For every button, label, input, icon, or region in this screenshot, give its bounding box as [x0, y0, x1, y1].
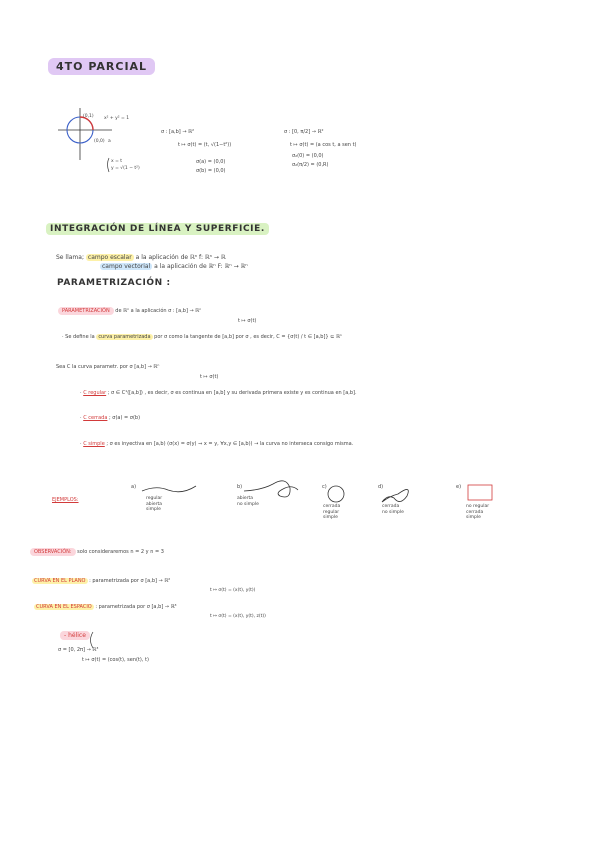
- circle-equation: x² + y² = 1: [104, 116, 130, 121]
- cerrada-rest: ; σ(a) = σ(b): [109, 415, 141, 421]
- sea-c-map: t ↦ σ(t): [200, 374, 219, 380]
- intro-prefix: Se llama;: [56, 254, 84, 261]
- param-key: PARAMETRIZACIÓN: [58, 307, 114, 315]
- example-b-caption: abierta no simple: [237, 496, 259, 507]
- example-a-curve: [142, 486, 196, 492]
- param-line: [58, 308, 201, 314]
- sea-c-line: Sea C la curva parametr. por σ [a,b] → ℝⁿ: [56, 364, 160, 370]
- helix-brace: [91, 632, 94, 648]
- example-c-letter: c): [322, 484, 327, 490]
- example-b-curve: [244, 481, 298, 497]
- circle-point-label: (0,1): [83, 114, 94, 119]
- helix-label: - hélice: [60, 631, 90, 640]
- param-rest: de ℝⁿ a la aplicación σ : [a,b] → ℝⁿ: [115, 308, 202, 314]
- space-key: CURVA EN EL ESPACIO: [36, 604, 92, 610]
- intro-line-2: [100, 263, 248, 270]
- plane-key: CURVA EN EL PLANO: [34, 578, 86, 584]
- sigma1-a: σ(a) = (0,0): [196, 159, 226, 165]
- space-text: : parametrizada por σ [a,b] → ℝ³: [95, 604, 177, 610]
- observation-text: solo consideraremos n = 2 y n = 3: [77, 549, 164, 555]
- sigma2-a: σ₂(0) = (0,0): [292, 153, 324, 159]
- example-a-caption: regular abierta simple: [146, 496, 163, 512]
- example-d-curve: [382, 489, 408, 502]
- system-line-1: x = t: [111, 159, 123, 164]
- intro-key-vector: campo vectorial: [102, 263, 151, 270]
- intro-line-1: [56, 254, 226, 261]
- curve-rest: por σ como la tangente de [a,b] por σ , es decir, C = {σ(t) / t ∈ [a,b]} ⊆ ℝⁿ: [154, 334, 342, 340]
- curve-def-line: [62, 334, 342, 340]
- cerrada-key: C cerrada: [83, 415, 108, 421]
- param-map: t ↦ σ(t): [238, 318, 257, 324]
- sigma1-definition: σ : [a,b] → ℝ²: [161, 129, 195, 135]
- intro-rest-scalar: a la aplicación de ℝⁿ f: ℝⁿ → ℝ: [135, 254, 226, 261]
- example-a-letter: a): [131, 484, 137, 490]
- example-d-caption: cerrada no simple: [382, 504, 404, 515]
- axis-a-label: a: [108, 139, 111, 144]
- example-b-letter: b): [237, 484, 243, 490]
- curve-key: curva parametrizada: [98, 334, 151, 340]
- page-title: 4TO PARCIAL: [48, 58, 155, 75]
- system-brace: [108, 158, 110, 172]
- regular-rest: ; σ ∈ C¹([a,b]) , es decir, σ es continua en [a,b] y su derivada primera existe y es continua en [a,b].: [107, 390, 357, 396]
- examples-label: EJEMPLOS:: [52, 497, 79, 503]
- cerrada-line: · C cerrada ; σ(a) = σ(b): [80, 415, 141, 421]
- sigma2-map: t ↦ σ(t) = (a cos t, a sen t): [290, 142, 357, 148]
- section-heading: INTEGRACIÓN DE LÍNEA Y SUPERFICIE.: [46, 223, 269, 235]
- example-c-caption: cerrada regular simple: [323, 504, 341, 520]
- simple-key: C simple: [83, 441, 105, 447]
- helix-map: t ↦ σ(t) = (cos(t), sen(t), t): [82, 657, 149, 663]
- regular-key: C regular: [83, 390, 107, 396]
- sigma1-b: σ(b) = (0,0): [196, 168, 226, 174]
- example-c-curve: [328, 486, 344, 502]
- sigma1-map: t ↦ σ(t) = (t, √(1−t²)): [178, 142, 232, 148]
- origin-label: (0,0): [94, 139, 105, 144]
- helix-def: σ = [0, 2π] → ℝ³: [58, 647, 99, 653]
- plane-map: t ↦ σ(t) = (x(t), y(t)): [210, 588, 256, 593]
- sigma2-b: σ₂(π/2) = (0,R): [292, 162, 329, 168]
- regular-line: · C regular ; σ ∈ C¹([a,b]) , es decir, σ es continua en [a,b] y su derivada primera existe y es continua en [a,b].: [80, 390, 357, 396]
- plane-text: : parametrizada por σ [a,b] → ℝ²: [89, 578, 171, 584]
- curve-prefix: · Se define la: [62, 334, 95, 340]
- plane-line: [32, 578, 170, 584]
- simple-rest: ; σ es inyectiva en [a,b) (σ(x) = σ(y) ⇒ x = y, ∀x,y ∈ [a,b)) → la curva no interseca consigo misma.: [106, 441, 354, 447]
- observation-line: [30, 549, 164, 555]
- example-e-curve: [468, 485, 492, 500]
- intro-key-scalar: campo escalar: [87, 254, 132, 261]
- param-subtitle: PARAMETRIZACIÓN :: [57, 278, 171, 288]
- observation-key: OBSERVACIÓN:: [30, 548, 76, 556]
- space-map: t ↦ σ(t) = (x(t), y(t), z(t)): [210, 614, 266, 619]
- space-line: [34, 604, 177, 610]
- system-line-2: y = √(1 − t²): [111, 166, 140, 171]
- intro-rest-vector: a la aplicación de ℝⁿ F: ℝⁿ → ℝⁿ: [154, 263, 248, 270]
- example-d-letter: d): [378, 484, 384, 490]
- example-e-caption: no regular cerrada simple: [466, 504, 490, 520]
- simple-line: · C simple ; σ es inyectiva en [a,b) (σ(x) = σ(y) ⇒ x = y, ∀x,y ∈ [a,b)) → la curva no interseca consigo misma.: [80, 441, 354, 447]
- sigma2-definition: σ : [0, π/2] → ℝ²: [284, 129, 324, 135]
- example-e-letter: e): [456, 484, 462, 490]
